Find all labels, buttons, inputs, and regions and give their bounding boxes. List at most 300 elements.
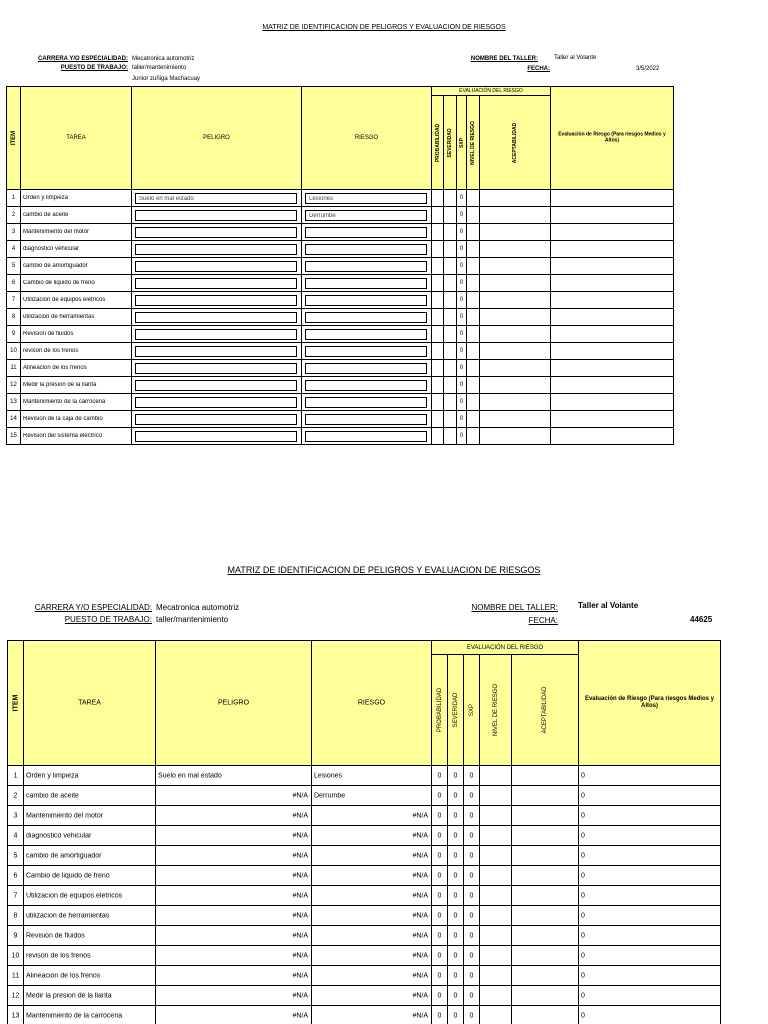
- header-nivel-riesgo-label: NIVEL DE RIESGO: [470, 120, 476, 165]
- peligro-dropdown[interactable]: [135, 312, 297, 323]
- row-tarea-cell: [20, 376, 132, 394]
- header-aceptabilidad: [479, 95, 551, 190]
- row-nivel-cell: [466, 274, 480, 292]
- row-riesgo-text: Derrumbe: [314, 792, 346, 799]
- row-peligro-text: #N/A: [292, 872, 308, 879]
- peligro-dropdown[interactable]: [135, 380, 297, 391]
- row-severidad-cell[interactable]: [443, 308, 457, 326]
- row-riesgo-text: #N/A: [412, 972, 428, 979]
- row-sxp-value: 0: [459, 263, 464, 269]
- header-probabilidad: [431, 654, 448, 766]
- row-tarea-cell: [23, 805, 156, 826]
- row-probabilidad-value: 0: [437, 792, 442, 799]
- row-item-number: 11: [11, 972, 20, 979]
- row-item-number: 4: [11, 246, 16, 252]
- row-tarea-cell: [20, 257, 132, 275]
- row-item-number: 12: [11, 992, 20, 999]
- header-evaluacion-label: EVALUACIÓN DEL RIESGO: [466, 644, 544, 651]
- row-sxp-value: 0: [459, 365, 464, 371]
- header-nivel-riesgo: [479, 654, 512, 766]
- row-item-cell: [6, 342, 21, 360]
- row-aceptabilidad-cell: [511, 825, 579, 846]
- row-riesgo-text: #N/A: [412, 832, 428, 839]
- header-tarea: [20, 86, 132, 190]
- row-tarea-text: Alineacion de los frenos: [23, 365, 87, 371]
- row-eval-cell: [578, 865, 721, 886]
- header-tarea-label: TAREA: [66, 135, 86, 141]
- row-eval-cell: [550, 240, 674, 258]
- row-tarea-text: Revision del sistema electrico: [23, 433, 103, 439]
- row-nivel-cell: [479, 865, 512, 886]
- row-probabilidad-value: 0: [437, 952, 442, 959]
- row-nivel-cell: [479, 905, 512, 926]
- header-aceptabilidad: [511, 654, 579, 766]
- row-severidad-cell: [447, 805, 464, 826]
- row-nivel-cell: [466, 206, 480, 224]
- peligro-value: Suelo en mal estado: [139, 195, 194, 202]
- row-aceptabilidad-cell: [511, 925, 579, 946]
- row-nivel-cell: [466, 427, 480, 445]
- row-nivel-cell: [479, 785, 512, 806]
- row-tarea-text: Cambio de liquido de freno: [26, 872, 110, 879]
- riesgo-dropdown[interactable]: [305, 414, 427, 425]
- riesgo-dropdown[interactable]: [305, 431, 427, 442]
- row-nivel-cell: [479, 945, 512, 966]
- peligro-dropdown[interactable]: [135, 278, 297, 289]
- row-riesgo-cell: [311, 845, 432, 866]
- row-aceptabilidad-cell: [479, 410, 551, 428]
- row-severidad-cell[interactable]: [443, 427, 457, 445]
- row-item-number: 4: [13, 832, 18, 839]
- peligro-dropdown[interactable]: [135, 363, 297, 374]
- fecha-value: 3/5/2022: [636, 66, 660, 72]
- row-sxp-value: 0: [459, 382, 464, 388]
- puesto-value: taller/mantenimiento: [132, 65, 187, 71]
- row-severidad-cell: [447, 945, 464, 966]
- row-sxp-value: 0: [459, 416, 464, 422]
- row-tarea-cell: [20, 189, 132, 207]
- row-eval-value: 0: [581, 772, 585, 779]
- carrera-value: Mecatronica automotriz: [132, 56, 195, 62]
- row-sxp-cell: [463, 945, 480, 966]
- row-peligro-cell: [155, 765, 312, 786]
- row-tarea-cell: [20, 308, 132, 326]
- row-tarea-text: Revision de la caja de cambio: [23, 416, 103, 422]
- riesgo-dropdown[interactable]: [305, 346, 427, 357]
- row-tarea-cell: [20, 223, 132, 241]
- fecha-value-bottom: 44625: [690, 615, 713, 624]
- riesgo-dropdown[interactable]: [305, 193, 427, 204]
- row-severidad-value: 0: [453, 912, 458, 919]
- row-severidad-cell[interactable]: [443, 359, 457, 377]
- header-eval-medio-alto: [578, 640, 721, 766]
- row-probabilidad-cell: [431, 765, 448, 786]
- row-tarea-cell: [23, 925, 156, 946]
- row-riesgo-cell: [311, 885, 432, 906]
- row-nivel-cell: [466, 189, 480, 207]
- row-severidad-value: 0: [453, 992, 458, 999]
- row-eval-cell: [550, 223, 674, 241]
- row-tarea-text: Utilizacion de equipos eletricos: [23, 297, 106, 303]
- row-peligro-cell: [131, 291, 302, 309]
- row-riesgo-cell: [311, 1005, 432, 1024]
- row-item-number: 15: [10, 433, 17, 439]
- header-item-label: ITEM: [12, 694, 19, 712]
- row-peligro-cell: [131, 393, 302, 411]
- row-riesgo-cell: [301, 325, 432, 343]
- row-probabilidad-value: 0: [437, 1012, 442, 1019]
- peligro-dropdown[interactable]: [135, 431, 297, 442]
- row-severidad-cell[interactable]: [443, 274, 457, 292]
- row-riesgo-cell: [301, 308, 432, 326]
- peligro-dropdown[interactable]: [135, 329, 297, 340]
- row-item-number: 2: [13, 792, 18, 799]
- row-tarea-cell: [23, 785, 156, 806]
- row-tarea-text: Mantenimiento del motor: [26, 812, 104, 819]
- row-item-number: 5: [11, 263, 16, 269]
- row-eval-cell: [578, 825, 721, 846]
- row-sxp-cell: [463, 865, 480, 886]
- row-riesgo-cell: [311, 925, 432, 946]
- carrera-label-bottom: CARRERA Y/O ESPECIALIDAD:: [34, 603, 152, 612]
- row-item-cell: [7, 805, 24, 826]
- row-riesgo-text: #N/A: [412, 1012, 428, 1019]
- row-item-number: 13: [10, 399, 17, 405]
- row-tarea-text: revison de los frenos: [26, 952, 91, 959]
- row-sxp-cell: [463, 905, 480, 926]
- row-item-cell: [6, 325, 21, 343]
- row-tarea-cell: [23, 945, 156, 966]
- row-probabilidad-cell: [431, 945, 448, 966]
- header-riesgo: [301, 86, 432, 190]
- row-severidad-cell: [447, 905, 464, 926]
- row-aceptabilidad-cell: [479, 274, 551, 292]
- row-riesgo-cell: [301, 342, 432, 360]
- row-eval-cell: [550, 342, 674, 360]
- row-riesgo-cell: [301, 223, 432, 241]
- row-aceptabilidad-cell: [479, 342, 551, 360]
- row-riesgo-cell: [301, 257, 432, 275]
- row-probabilidad-value: 0: [437, 932, 442, 939]
- row-peligro-cell: [131, 410, 302, 428]
- row-sxp-value: 0: [469, 852, 474, 859]
- header-evaluacion: [431, 640, 579, 655]
- row-aceptabilidad-cell: [479, 240, 551, 258]
- row-severidad-cell[interactable]: [443, 206, 457, 224]
- row-item-cell: [7, 785, 24, 806]
- peligro-dropdown[interactable]: [135, 210, 297, 221]
- row-tarea-text: Utilizacion de equipos eletricos: [26, 892, 123, 899]
- row-probabilidad-cell: [431, 845, 448, 866]
- row-item-number: 7: [11, 297, 16, 303]
- row-peligro-cell: [155, 905, 312, 926]
- row-severidad-cell: [447, 785, 464, 806]
- fecha-label-bottom: FECHA:: [528, 616, 558, 625]
- row-riesgo-cell: [311, 765, 432, 786]
- row-item-cell: [6, 274, 21, 292]
- row-tarea-text: Mantenimiento de la carroceria: [26, 1012, 123, 1019]
- row-tarea-text: Alineacion de los frenos: [26, 972, 101, 979]
- row-item-cell: [7, 845, 24, 866]
- taller-value: Taller al Volante: [554, 55, 597, 61]
- row-item-number: 3: [13, 812, 18, 819]
- row-item-number: 1: [11, 195, 16, 201]
- carrera-label: CARRERA Y/O ESPECIALIDAD:: [37, 56, 128, 62]
- row-tarea-cell: [20, 427, 132, 445]
- row-peligro-cell: [155, 825, 312, 846]
- row-eval-value: 0: [581, 832, 585, 839]
- row-item-number: 8: [13, 912, 18, 919]
- row-tarea-text: utilizacion de herramientas: [23, 314, 95, 320]
- row-nivel-cell: [466, 393, 480, 411]
- row-item-cell: [6, 393, 21, 411]
- peligro-dropdown[interactable]: [135, 261, 297, 272]
- row-severidad-value: 0: [453, 792, 458, 799]
- row-riesgo-cell: [301, 291, 432, 309]
- row-eval-cell: [578, 905, 721, 926]
- peligro-dropdown[interactable]: [135, 227, 297, 238]
- row-riesgo-cell: [301, 206, 432, 224]
- row-item-number: 13: [11, 1012, 20, 1019]
- row-eval-cell: [550, 410, 674, 428]
- row-riesgo-cell: [301, 376, 432, 394]
- row-item-cell: [7, 925, 24, 946]
- row-nivel-cell: [466, 223, 480, 241]
- row-tarea-cell: [23, 985, 156, 1006]
- row-tarea-text: Orden y limpieza: [23, 195, 69, 201]
- row-sxp-cell: [463, 805, 480, 826]
- peligro-dropdown[interactable]: [135, 295, 297, 306]
- row-riesgo-cell: [311, 905, 432, 926]
- row-tarea-cell: [20, 393, 132, 411]
- peligro-dropdown[interactable]: [135, 244, 297, 255]
- row-tarea-cell: [23, 765, 156, 786]
- row-eval-cell: [578, 925, 721, 946]
- row-aceptabilidad-cell: [511, 785, 579, 806]
- row-tarea-text: Revision de fluidos: [23, 331, 74, 337]
- row-peligro-cell: [131, 223, 302, 241]
- row-tarea-text: Mantenimiento de la carroceria: [23, 399, 106, 405]
- row-peligro-cell: [131, 359, 302, 377]
- row-riesgo-cell: [311, 825, 432, 846]
- row-aceptabilidad-cell: [511, 765, 579, 786]
- row-peligro-cell: [131, 342, 302, 360]
- header-severidad: [447, 654, 464, 766]
- row-peligro-cell: [155, 885, 312, 906]
- row-peligro-cell: [131, 189, 302, 207]
- row-severidad-value: 0: [453, 812, 458, 819]
- row-severidad-cell[interactable]: [443, 342, 457, 360]
- row-severidad-value: 0: [453, 872, 458, 879]
- row-peligro-cell: [131, 274, 302, 292]
- row-aceptabilidad-cell: [479, 257, 551, 275]
- riesgo-dropdown[interactable]: [305, 278, 427, 289]
- row-peligro-cell: [155, 1005, 312, 1024]
- riesgo-dropdown[interactable]: [305, 244, 427, 255]
- row-eval-cell: [578, 845, 721, 866]
- header-severidad-label: SEVERIDAD: [452, 692, 459, 728]
- row-sxp-value: 0: [459, 246, 464, 252]
- row-item-cell: [6, 206, 21, 224]
- header-peligro-label: PELIGRO: [217, 699, 250, 707]
- riesgo-dropdown[interactable]: [305, 210, 427, 221]
- row-severidad-cell: [447, 925, 464, 946]
- fecha-label: FECHA:: [527, 66, 550, 72]
- row-aceptabilidad-cell: [511, 965, 579, 986]
- puesto-label-bottom: PUESTO DE TRABAJO:: [64, 615, 152, 624]
- row-item-number: 14: [10, 416, 17, 422]
- row-eval-cell: [578, 785, 721, 806]
- row-sxp-cell: [463, 1005, 480, 1024]
- peligro-dropdown[interactable]: [135, 397, 297, 408]
- row-sxp-value: 0: [459, 348, 464, 354]
- row-probabilidad-value: 0: [437, 992, 442, 999]
- header-sxp-label: SXP: [458, 137, 465, 148]
- riesgo-dropdown[interactable]: [305, 261, 427, 272]
- row-tarea-cell: [20, 240, 132, 258]
- row-nivel-cell: [466, 359, 480, 377]
- row-severidad-cell[interactable]: [443, 376, 457, 394]
- row-item-cell: [6, 427, 21, 445]
- row-item-cell: [6, 376, 21, 394]
- row-peligro-cell: [131, 376, 302, 394]
- row-riesgo-cell: [301, 410, 432, 428]
- peligro-dropdown[interactable]: [135, 193, 297, 204]
- row-severidad-cell[interactable]: [443, 291, 457, 309]
- row-aceptabilidad-cell: [479, 206, 551, 224]
- row-peligro-text: #N/A: [292, 952, 308, 959]
- header-nivel-riesgo: [466, 95, 480, 190]
- row-tarea-cell: [23, 965, 156, 986]
- riesgo-dropdown[interactable]: [305, 380, 427, 391]
- row-item-number: 1: [13, 772, 18, 779]
- header-evaluacion-label: EVALUACIÓN DEL RIESGO: [459, 88, 523, 94]
- row-item-number: 6: [11, 280, 16, 286]
- header-sxp: [463, 654, 480, 766]
- row-riesgo-cell: [311, 945, 432, 966]
- row-eval-cell: [550, 206, 674, 224]
- row-item-cell: [6, 223, 21, 241]
- row-probabilidad-cell: [431, 805, 448, 826]
- row-nivel-cell: [479, 845, 512, 866]
- row-peligro-cell: [155, 865, 312, 886]
- row-item-cell: [6, 308, 21, 326]
- row-severidad-cell[interactable]: [443, 189, 457, 207]
- row-riesgo-text: #N/A: [412, 952, 428, 959]
- row-peligro-text: #N/A: [292, 852, 308, 859]
- row-eval-cell: [578, 985, 721, 1006]
- row-riesgo-text: #N/A: [412, 892, 428, 899]
- row-tarea-cell: [23, 1005, 156, 1024]
- row-riesgo-text: #N/A: [412, 912, 428, 919]
- row-tarea-text: diagnostico vehicular: [26, 832, 92, 839]
- riesgo-dropdown[interactable]: [305, 363, 427, 374]
- row-peligro-cell: [155, 985, 312, 1006]
- row-item-cell: [7, 945, 24, 966]
- row-item-cell: [6, 359, 21, 377]
- row-severidad-cell[interactable]: [443, 325, 457, 343]
- row-aceptabilidad-cell: [479, 393, 551, 411]
- row-severidad-cell[interactable]: [443, 240, 457, 258]
- row-item-cell: [7, 825, 24, 846]
- row-item-number: 8: [11, 314, 16, 320]
- risk-matrix-table-bottom: [7, 640, 721, 1024]
- row-tarea-cell: [23, 865, 156, 886]
- row-item-cell: [6, 189, 21, 207]
- row-peligro-text: #N/A: [292, 892, 308, 899]
- row-nivel-cell: [466, 410, 480, 428]
- row-tarea-text: Cambio de liquido de freno: [23, 280, 95, 286]
- row-eval-cell: [550, 427, 674, 445]
- row-aceptabilidad-cell: [479, 308, 551, 326]
- row-eval-cell: [550, 291, 674, 309]
- sheet-top: [0, 0, 768, 460]
- row-sxp-value: 0: [469, 952, 474, 959]
- row-item-number: 9: [13, 932, 18, 939]
- row-peligro-cell: [155, 945, 312, 966]
- row-sxp-value: 0: [469, 832, 474, 839]
- row-item-cell: [7, 885, 24, 906]
- row-aceptabilidad-cell: [479, 223, 551, 241]
- row-probabilidad-value: 0: [437, 892, 442, 899]
- row-item-cell: [6, 291, 21, 309]
- row-eval-cell: [550, 274, 674, 292]
- row-tarea-cell: [23, 845, 156, 866]
- row-sxp-value: 0: [459, 399, 464, 405]
- row-sxp-value: 0: [469, 792, 474, 799]
- row-item-number: 10: [11, 952, 20, 959]
- row-aceptabilidad-cell: [511, 805, 579, 826]
- row-probabilidad-cell: [431, 925, 448, 946]
- row-probabilidad-value: 0: [437, 912, 442, 919]
- taller-label: NOMBRE DEL TALLER:: [470, 56, 538, 62]
- riesgo-dropdown[interactable]: [305, 227, 427, 238]
- row-item-cell: [7, 965, 24, 986]
- peligro-dropdown[interactable]: [135, 414, 297, 425]
- row-item-cell: [7, 905, 24, 926]
- row-severidad-cell[interactable]: [443, 393, 457, 411]
- row-probabilidad-cell: [431, 985, 448, 1006]
- row-tarea-text: Orden y limpieza: [26, 772, 79, 779]
- row-riesgo-cell: [311, 865, 432, 886]
- riesgo-dropdown[interactable]: [305, 312, 427, 323]
- row-probabilidad-value: 0: [437, 812, 442, 819]
- row-peligro-text: #N/A: [292, 932, 308, 939]
- row-severidad-cell[interactable]: [443, 257, 457, 275]
- row-nivel-cell: [479, 1005, 512, 1024]
- row-severidad-cell: [447, 765, 464, 786]
- row-tarea-cell: [20, 325, 132, 343]
- header-eval-medio-alto-label: Evaluación de Riesgo (Para riesgos Medios y Altos): [558, 131, 666, 143]
- row-severidad-cell[interactable]: [443, 410, 457, 428]
- peligro-dropdown[interactable]: [135, 346, 297, 357]
- row-sxp-value: 0: [469, 972, 474, 979]
- row-peligro-text: #N/A: [292, 912, 308, 919]
- riesgo-dropdown[interactable]: [305, 295, 427, 306]
- row-severidad-cell: [447, 1005, 464, 1024]
- riesgo-dropdown[interactable]: [305, 397, 427, 408]
- row-severidad-cell[interactable]: [443, 223, 457, 241]
- row-probabilidad-cell: [431, 905, 448, 926]
- row-probabilidad-value: 0: [437, 972, 442, 979]
- row-item-cell: [7, 1005, 24, 1024]
- row-severidad-cell: [447, 885, 464, 906]
- row-aceptabilidad-cell: [511, 905, 579, 926]
- header-nivel-riesgo-label: NIVEL DE RIESGO: [492, 683, 499, 737]
- row-sxp-cell: [463, 765, 480, 786]
- riesgo-dropdown[interactable]: [305, 329, 427, 340]
- header-item: [6, 86, 21, 190]
